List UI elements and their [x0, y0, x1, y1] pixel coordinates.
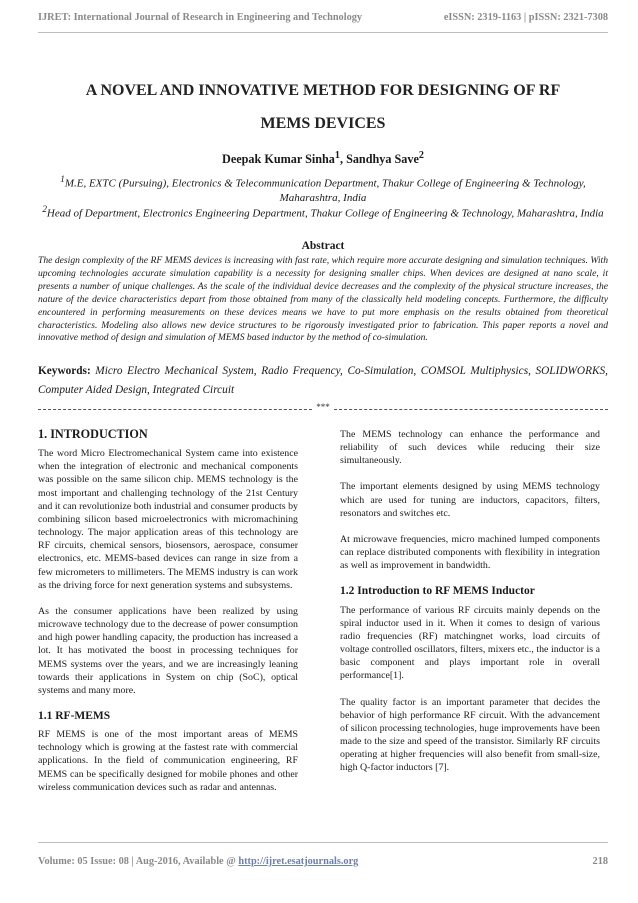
- paragraph: As the consumer applications have been realized by using microwave technology due to the decrease of power consumption and high power handling capacity, the production has increased a lot. It has motivated the boost in processing techniques for MEMS systems over the years, and we are increasingly leaning towards their applications in System on chip (SoC), optical systems and many more.: [38, 605, 298, 696]
- title-line-2: MEMS DEVICES: [260, 115, 386, 132]
- page-number: 218: [592, 856, 608, 867]
- subsection-heading-rf-mems: 1.1 RF-MEMS: [38, 709, 111, 722]
- affiliation-2: [38, 202, 608, 221]
- paragraph: At microwave frequencies, micro machined lumped components can replace distributed components with flexibility in integration as well as improvement in bandwidth.: [340, 533, 600, 572]
- affiliation-superscript: 1: [60, 174, 65, 184]
- paragraph: The MEMS technology can enhance the performance and reliability of such devices while reducing their size simultaneously.: [340, 429, 600, 467]
- keywords-label: Keywords:: [38, 365, 91, 377]
- footer-divider: [38, 842, 608, 843]
- journal-name: IJRET: International Journal of Research in Engineering and Technology: [38, 12, 363, 23]
- separator-stars: ***: [316, 402, 330, 412]
- header-divider: [38, 32, 608, 33]
- section-heading-introduction: 1. INTRODUCTION: [38, 427, 148, 441]
- author-superscript: 2: [418, 150, 424, 161]
- keywords-text: Micro Electro Mechanical System, Radio Frequency, Co-Simulation, COMSOL Multiphysics, SOLIDWORKS, Computer Aided Design, Integrated Circuit: [38, 365, 608, 396]
- volume-text: Volume: 05 Issue: 08 | Aug-2016, Available @: [38, 856, 239, 867]
- keywords: [38, 362, 608, 400]
- right-column: [340, 428, 600, 787]
- affiliation-superscript: 2: [42, 204, 47, 214]
- abstract-heading: Abstract: [301, 240, 345, 252]
- paper-title: [38, 74, 608, 140]
- author-name: Deepak Kumar Sinha: [222, 152, 335, 167]
- paragraph: The performance of various RF circuits mainly depends on the spiral inductor used in it. When it comes to design of various radio frequencies (RF) matchingnet works, load circuits of voltage controlled oscillators, filters, mixers etc., the inductor is a basic component and plays important role in overall performance[1].: [340, 604, 600, 682]
- author-separator: ,: [339, 152, 347, 167]
- affiliation-text: Head of Department, Electronics Engineering Department, Thakur College of Engineering & Technology, Maharashtra, India: [46, 207, 604, 220]
- author-list: [38, 150, 608, 167]
- section-separator: [38, 402, 608, 416]
- author-superscript: 1: [334, 150, 340, 161]
- paragraph: RF MEMS is one of the most important areas of MEMS technology which is growing at the fastest rate with commercial applications. In the field of communication engineering, RF MEMS can be specifically designed for mobile phones and other wireless communication devices such as radar and antennas.: [38, 729, 298, 793]
- subsection-heading-rf-mems-inductor: 1.2 Introduction to RF MEMS Inductor: [340, 585, 535, 598]
- volume-info: [38, 856, 358, 867]
- journal-link[interactable]: http://ijret.esatjournals.org: [238, 856, 359, 867]
- author-name: Sandhya Save: [346, 152, 419, 167]
- issn-info: eISSN: 2319-1163 | pISSN: 2321-7308: [443, 12, 608, 23]
- title-line-1: A NOVEL AND INNOVATIVE METHOD FOR DESIGNING OF RF: [85, 82, 561, 99]
- paragraph: The word Micro Electromechanical System came into existence when the integration of electronic and mechanical components was possible on the same silicon chip. MEMS technology is the most important and challenging technology of the 21st Century and it can revolutionize both industrial and consumer products by combining silicon based microelectronics with micromachining technology. The major application areas of this technology are RF circuits, chemical sensors, biosensors, aerospace, consumer electronics, etc. MEMS-based devices can range in size from a few micrometers to millimeters. The MEMS industry is can work as the driving force for next generation systems and subsystems.: [38, 448, 298, 591]
- left-column: [38, 428, 298, 807]
- paragraph: The quality factor is an important parameter that decides the behavior of high performance RF circuit. With the advancement of silicon processing technologies, huge improvements have been made to the size and speed of the transistor. Similarly RF circuits operating at higher frequencies will also benefit from small-size, high Q-factor inductors [7].: [340, 696, 600, 774]
- paragraph: The important elements designed by using MEMS technology which are used for tuning are inductors, capacitors, filters, resonators and switches etc.: [340, 481, 600, 519]
- affiliation-text: M.E, EXTC (Pursuing), Electronics & Telecommunication Department, Thakur College of Engineering & Technology, Maharashtra, India: [64, 177, 586, 205]
- abstract-text: The design complexity of the RF MEMS devices is increasing with fast rate, which require more accurate designing and simulation techniques. With upcoming technologies accurate simulation capability is a necessity for designing smaller chips. When devices are designed at nano scale, it presents a number of unique challenges. As the scale of the individual device decreases and the complexity of the physical structure increases, the nature of the device characteristics depart from those obtained from many of the classically held modeling concepts. Furthermore, the difficulty encountered in performing measurements on these devices means we have to put more emphasis on the results obtained from theoretical characteristics. Modeling also allows new device structures to be rigorously investigated prior to fabrication. This paper reports a novel and innovative method of design and simulation of MEMS based inductor by the method of co-simulation.: [38, 255, 608, 344]
- affiliation-1: [38, 172, 608, 206]
